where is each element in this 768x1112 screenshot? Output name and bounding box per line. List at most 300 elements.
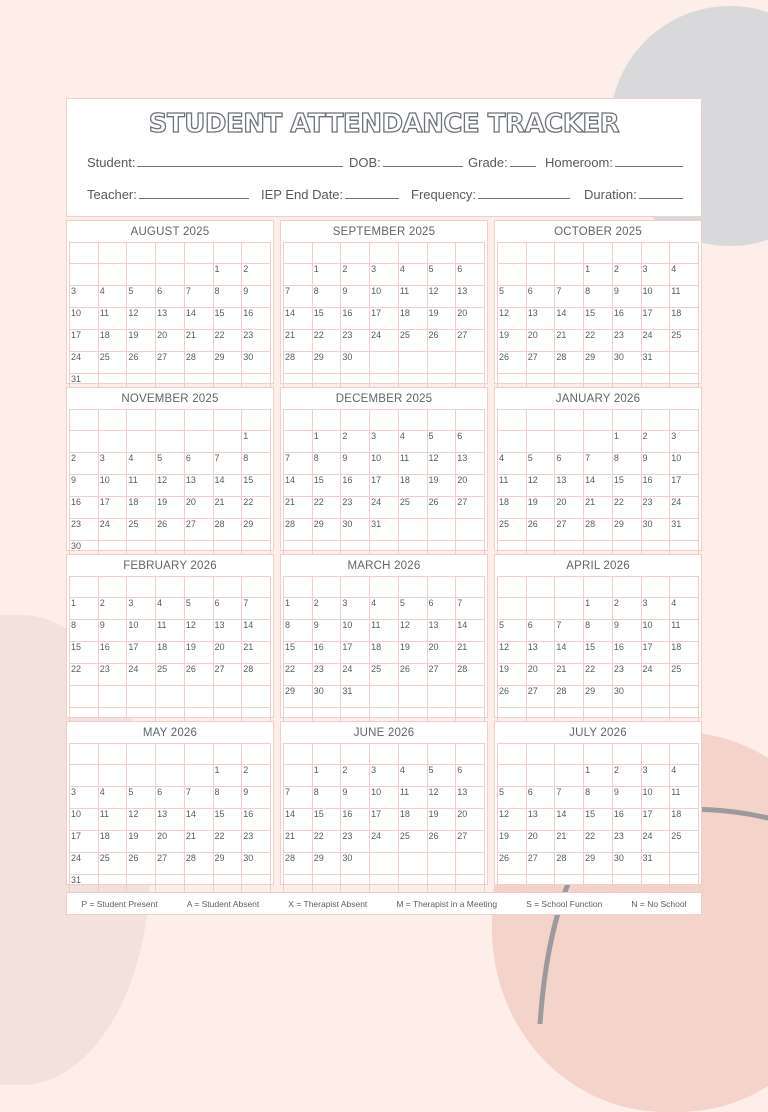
day-cell[interactable]: 23 (341, 330, 370, 352)
field-underline[interactable] (345, 185, 399, 199)
day-cell[interactable]: 28 (284, 352, 313, 374)
day-cell[interactable]: 15 (70, 642, 99, 664)
day-cell[interactable]: 28 (555, 853, 584, 875)
day-cell[interactable]: 19 (427, 308, 456, 330)
day-cell[interactable] (555, 264, 584, 286)
day-cell[interactable]: 29 (612, 519, 641, 541)
day-cell[interactable] (127, 243, 156, 264)
day-cell[interactable]: 8 (312, 787, 341, 809)
day-cell[interactable]: 21 (284, 831, 313, 853)
day-cell[interactable] (156, 686, 185, 708)
day-cell[interactable]: 2 (341, 264, 370, 286)
day-cell[interactable] (670, 410, 699, 431)
day-cell[interactable]: 24 (370, 330, 399, 352)
day-cell[interactable] (184, 410, 213, 431)
day-cell[interactable]: 26 (127, 352, 156, 374)
day-cell[interactable]: 2 (641, 431, 670, 453)
day-cell[interactable]: 13 (526, 308, 555, 330)
day-cell[interactable] (370, 410, 399, 431)
day-cell[interactable]: 17 (98, 497, 127, 519)
day-cell[interactable]: 26 (427, 831, 456, 853)
field-underline[interactable] (478, 185, 570, 199)
day-cell[interactable] (213, 410, 242, 431)
day-cell[interactable] (127, 431, 156, 453)
day-cell[interactable]: 14 (555, 308, 584, 330)
day-cell[interactable] (456, 519, 485, 541)
day-cell[interactable]: 14 (456, 620, 485, 642)
day-cell[interactable]: 27 (156, 853, 185, 875)
day-cell[interactable]: 11 (670, 286, 699, 308)
day-cell[interactable]: 1 (584, 765, 613, 787)
day-cell[interactable]: 22 (70, 664, 99, 686)
day-cell[interactable]: 14 (555, 809, 584, 831)
day-cell[interactable]: 23 (641, 497, 670, 519)
day-cell[interactable] (98, 765, 127, 787)
day-cell[interactable]: 11 (98, 809, 127, 831)
day-cell[interactable]: 16 (98, 642, 127, 664)
day-cell[interactable] (242, 410, 271, 431)
day-cell[interactable] (498, 744, 527, 765)
day-cell[interactable] (398, 410, 427, 431)
day-cell[interactable]: 25 (127, 519, 156, 541)
day-cell[interactable]: 31 (341, 686, 370, 708)
day-cell[interactable]: 18 (498, 497, 527, 519)
day-cell[interactable]: 4 (98, 286, 127, 308)
day-cell[interactable]: 9 (612, 620, 641, 642)
day-cell[interactable]: 18 (670, 809, 699, 831)
day-cell[interactable]: 21 (555, 664, 584, 686)
day-cell[interactable]: 9 (312, 620, 341, 642)
day-cell[interactable] (456, 744, 485, 765)
day-cell[interactable] (341, 410, 370, 431)
day-cell[interactable] (670, 243, 699, 264)
day-cell[interactable]: 1 (584, 598, 613, 620)
day-cell[interactable] (242, 744, 271, 765)
day-cell[interactable]: 6 (427, 598, 456, 620)
day-cell[interactable]: 10 (98, 475, 127, 497)
day-cell[interactable] (184, 264, 213, 286)
day-cell[interactable]: 7 (284, 453, 313, 475)
day-cell[interactable]: 5 (127, 286, 156, 308)
day-cell[interactable] (184, 431, 213, 453)
day-cell[interactable]: 24 (341, 664, 370, 686)
day-cell[interactable]: 16 (242, 308, 271, 330)
day-cell[interactable]: 23 (341, 497, 370, 519)
day-cell[interactable]: 25 (498, 519, 527, 541)
day-cell[interactable]: 1 (70, 598, 99, 620)
day-cell[interactable]: 15 (312, 809, 341, 831)
day-cell[interactable]: 14 (284, 475, 313, 497)
day-cell[interactable]: 16 (612, 308, 641, 330)
day-cell[interactable] (670, 744, 699, 765)
day-cell[interactable] (612, 243, 641, 264)
day-cell[interactable] (641, 410, 670, 431)
day-cell[interactable]: 3 (70, 286, 99, 308)
day-cell[interactable] (70, 264, 99, 286)
day-cell[interactable]: 12 (156, 475, 185, 497)
day-cell[interactable]: 11 (498, 475, 527, 497)
day-cell[interactable]: 26 (427, 330, 456, 352)
day-cell[interactable] (70, 410, 99, 431)
day-cell[interactable]: 1 (312, 765, 341, 787)
day-cell[interactable] (98, 686, 127, 708)
day-cell[interactable] (284, 264, 313, 286)
day-cell[interactable] (213, 243, 242, 264)
day-cell[interactable] (341, 243, 370, 264)
day-cell[interactable]: 19 (398, 642, 427, 664)
day-cell[interactable]: 25 (98, 352, 127, 374)
day-cell[interactable]: 1 (584, 264, 613, 286)
day-cell[interactable] (427, 686, 456, 708)
day-cell[interactable]: 18 (398, 475, 427, 497)
day-cell[interactable] (284, 431, 313, 453)
day-cell[interactable] (184, 686, 213, 708)
day-cell[interactable]: 16 (242, 809, 271, 831)
day-cell[interactable] (312, 744, 341, 765)
day-cell[interactable]: 6 (456, 431, 485, 453)
day-cell[interactable]: 23 (242, 330, 271, 352)
day-cell[interactable]: 22 (242, 497, 271, 519)
day-cell[interactable]: 21 (456, 642, 485, 664)
day-cell[interactable] (284, 577, 313, 598)
day-cell[interactable] (456, 686, 485, 708)
day-cell[interactable]: 21 (184, 330, 213, 352)
day-cell[interactable] (370, 352, 399, 374)
day-cell[interactable]: 30 (612, 853, 641, 875)
day-cell[interactable]: 30 (341, 352, 370, 374)
day-cell[interactable]: 15 (584, 642, 613, 664)
day-cell[interactable] (70, 765, 99, 787)
day-cell[interactable]: 10 (641, 787, 670, 809)
day-cell[interactable] (242, 577, 271, 598)
day-cell[interactable]: 15 (213, 809, 242, 831)
day-cell[interactable] (284, 243, 313, 264)
day-cell[interactable] (184, 765, 213, 787)
day-cell[interactable]: 20 (526, 330, 555, 352)
day-cell[interactable]: 22 (284, 664, 313, 686)
day-cell[interactable]: 13 (555, 475, 584, 497)
day-cell[interactable] (612, 577, 641, 598)
day-cell[interactable]: 5 (427, 431, 456, 453)
day-cell[interactable]: 30 (242, 853, 271, 875)
day-cell[interactable]: 23 (612, 330, 641, 352)
day-cell[interactable]: 7 (284, 286, 313, 308)
day-cell[interactable]: 22 (312, 831, 341, 853)
day-cell[interactable]: 7 (584, 453, 613, 475)
row1-field-1[interactable] (349, 153, 463, 170)
day-cell[interactable]: 21 (555, 330, 584, 352)
day-cell[interactable]: 20 (456, 308, 485, 330)
day-cell[interactable]: 12 (127, 809, 156, 831)
day-cell[interactable]: 11 (670, 787, 699, 809)
day-cell[interactable] (127, 577, 156, 598)
day-cell[interactable] (213, 577, 242, 598)
row2-field-2[interactable] (411, 185, 570, 202)
day-cell[interactable]: 29 (312, 352, 341, 374)
day-cell[interactable]: 8 (242, 453, 271, 475)
day-cell[interactable] (498, 410, 527, 431)
day-cell[interactable]: 6 (526, 286, 555, 308)
row2-field-0[interactable] (87, 185, 249, 202)
day-cell[interactable]: 21 (284, 497, 313, 519)
day-cell[interactable] (584, 410, 613, 431)
day-cell[interactable]: 23 (242, 831, 271, 853)
day-cell[interactable]: 3 (127, 598, 156, 620)
field-underline[interactable] (510, 153, 536, 167)
day-cell[interactable]: 19 (526, 497, 555, 519)
day-cell[interactable]: 19 (127, 330, 156, 352)
day-cell[interactable]: 20 (526, 664, 555, 686)
day-cell[interactable]: 20 (456, 809, 485, 831)
day-cell[interactable]: 17 (127, 642, 156, 664)
day-cell[interactable] (284, 744, 313, 765)
day-cell[interactable]: 24 (670, 497, 699, 519)
day-cell[interactable]: 19 (427, 475, 456, 497)
day-cell[interactable]: 3 (341, 598, 370, 620)
day-cell[interactable] (526, 264, 555, 286)
day-cell[interactable]: 22 (213, 330, 242, 352)
day-cell[interactable]: 24 (370, 831, 399, 853)
day-cell[interactable]: 22 (612, 497, 641, 519)
day-cell[interactable]: 1 (284, 598, 313, 620)
day-cell[interactable]: 31 (670, 519, 699, 541)
day-cell[interactable]: 2 (70, 453, 99, 475)
day-cell[interactable] (398, 352, 427, 374)
day-cell[interactable]: 30 (312, 686, 341, 708)
row2-field-3[interactable] (584, 185, 683, 202)
day-cell[interactable]: 4 (127, 453, 156, 475)
day-cell[interactable]: 6 (184, 453, 213, 475)
day-cell[interactable]: 11 (370, 620, 399, 642)
day-cell[interactable] (612, 410, 641, 431)
day-cell[interactable]: 16 (341, 809, 370, 831)
day-cell[interactable]: 3 (98, 453, 127, 475)
day-cell[interactable]: 20 (156, 330, 185, 352)
day-cell[interactable]: 22 (312, 497, 341, 519)
day-cell[interactable]: 7 (284, 787, 313, 809)
day-cell[interactable]: 29 (584, 853, 613, 875)
day-cell[interactable]: 5 (184, 598, 213, 620)
day-cell[interactable]: 25 (398, 330, 427, 352)
day-cell[interactable]: 12 (526, 475, 555, 497)
day-cell[interactable]: 26 (156, 519, 185, 541)
day-cell[interactable]: 17 (370, 809, 399, 831)
day-cell[interactable]: 12 (427, 787, 456, 809)
day-cell[interactable]: 22 (312, 330, 341, 352)
day-cell[interactable]: 15 (612, 475, 641, 497)
day-cell[interactable]: 7 (242, 598, 271, 620)
day-cell[interactable]: 24 (641, 831, 670, 853)
day-cell[interactable]: 3 (370, 264, 399, 286)
day-cell[interactable]: 26 (427, 497, 456, 519)
day-cell[interactable]: 17 (641, 308, 670, 330)
day-cell[interactable]: 20 (213, 642, 242, 664)
day-cell[interactable] (427, 352, 456, 374)
day-cell[interactable]: 10 (127, 620, 156, 642)
day-cell[interactable]: 26 (184, 664, 213, 686)
day-cell[interactable]: 5 (127, 787, 156, 809)
day-cell[interactable]: 19 (498, 664, 527, 686)
day-cell[interactable]: 31 (641, 853, 670, 875)
day-cell[interactable] (312, 243, 341, 264)
day-cell[interactable]: 2 (612, 264, 641, 286)
day-cell[interactable]: 20 (526, 831, 555, 853)
day-cell[interactable]: 18 (370, 642, 399, 664)
day-cell[interactable]: 26 (127, 853, 156, 875)
day-cell[interactable]: 1 (312, 431, 341, 453)
day-cell[interactable]: 29 (312, 853, 341, 875)
day-cell[interactable] (398, 686, 427, 708)
day-cell[interactable] (398, 577, 427, 598)
day-cell[interactable] (526, 243, 555, 264)
day-cell[interactable]: 3 (641, 598, 670, 620)
field-underline[interactable] (639, 185, 683, 199)
day-cell[interactable] (555, 243, 584, 264)
day-cell[interactable]: 29 (284, 686, 313, 708)
day-cell[interactable]: 25 (398, 497, 427, 519)
day-cell[interactable]: 14 (284, 308, 313, 330)
day-cell[interactable]: 1 (312, 264, 341, 286)
day-cell[interactable]: 25 (670, 831, 699, 853)
day-cell[interactable] (584, 243, 613, 264)
day-cell[interactable]: 22 (213, 831, 242, 853)
day-cell[interactable] (456, 853, 485, 875)
day-cell[interactable]: 9 (70, 475, 99, 497)
field-underline[interactable] (615, 153, 683, 167)
day-cell[interactable]: 4 (670, 765, 699, 787)
day-cell[interactable] (456, 243, 485, 264)
day-cell[interactable]: 30 (341, 519, 370, 541)
day-cell[interactable] (156, 765, 185, 787)
day-cell[interactable] (398, 243, 427, 264)
day-cell[interactable] (98, 744, 127, 765)
day-cell[interactable]: 9 (341, 787, 370, 809)
day-cell[interactable] (526, 765, 555, 787)
day-cell[interactable]: 25 (156, 664, 185, 686)
day-cell[interactable]: 24 (70, 352, 99, 374)
day-cell[interactable]: 30 (242, 352, 271, 374)
day-cell[interactable] (427, 853, 456, 875)
day-cell[interactable] (398, 744, 427, 765)
day-cell[interactable]: 12 (127, 308, 156, 330)
day-cell[interactable]: 21 (184, 831, 213, 853)
day-cell[interactable] (213, 686, 242, 708)
day-cell[interactable] (156, 577, 185, 598)
day-cell[interactable] (156, 410, 185, 431)
day-cell[interactable]: 12 (498, 642, 527, 664)
day-cell[interactable]: 12 (398, 620, 427, 642)
day-cell[interactable] (184, 243, 213, 264)
day-cell[interactable] (284, 765, 313, 787)
day-cell[interactable]: 4 (156, 598, 185, 620)
day-cell[interactable]: 20 (184, 497, 213, 519)
day-cell[interactable]: 21 (584, 497, 613, 519)
day-cell[interactable]: 15 (584, 809, 613, 831)
day-cell[interactable]: 7 (555, 787, 584, 809)
day-cell[interactable]: 7 (456, 598, 485, 620)
day-cell[interactable]: 16 (341, 475, 370, 497)
day-cell[interactable]: 27 (456, 330, 485, 352)
day-cell[interactable] (670, 686, 699, 708)
day-cell[interactable]: 10 (341, 620, 370, 642)
day-cell[interactable]: 16 (341, 308, 370, 330)
day-cell[interactable]: 26 (498, 352, 527, 374)
day-cell[interactable]: 19 (498, 831, 527, 853)
day-cell[interactable] (156, 744, 185, 765)
day-cell[interactable]: 24 (370, 497, 399, 519)
day-cell[interactable]: 8 (70, 620, 99, 642)
day-cell[interactable]: 13 (427, 620, 456, 642)
day-cell[interactable]: 17 (670, 475, 699, 497)
day-cell[interactable]: 29 (584, 686, 613, 708)
day-cell[interactable] (498, 431, 527, 453)
day-cell[interactable]: 19 (427, 809, 456, 831)
day-cell[interactable]: 5 (498, 620, 527, 642)
day-cell[interactable]: 19 (184, 642, 213, 664)
day-cell[interactable]: 23 (612, 831, 641, 853)
day-cell[interactable]: 28 (242, 664, 271, 686)
day-cell[interactable]: 25 (670, 664, 699, 686)
day-cell[interactable]: 9 (612, 286, 641, 308)
day-cell[interactable]: 29 (213, 352, 242, 374)
day-cell[interactable] (341, 744, 370, 765)
day-cell[interactable]: 12 (498, 308, 527, 330)
row1-field-2[interactable] (468, 153, 536, 170)
day-cell[interactable]: 27 (427, 664, 456, 686)
day-cell[interactable] (584, 744, 613, 765)
day-cell[interactable] (641, 243, 670, 264)
day-cell[interactable]: 6 (456, 765, 485, 787)
day-cell[interactable] (370, 243, 399, 264)
day-cell[interactable]: 23 (341, 831, 370, 853)
day-cell[interactable]: 21 (242, 642, 271, 664)
day-cell[interactable]: 4 (398, 264, 427, 286)
day-cell[interactable]: 18 (127, 497, 156, 519)
day-cell[interactable]: 17 (370, 475, 399, 497)
day-cell[interactable]: 11 (670, 620, 699, 642)
day-cell[interactable] (98, 243, 127, 264)
day-cell[interactable] (498, 264, 527, 286)
day-cell[interactable] (312, 410, 341, 431)
day-cell[interactable]: 8 (584, 787, 613, 809)
day-cell[interactable] (98, 264, 127, 286)
day-cell[interactable]: 2 (242, 765, 271, 787)
day-cell[interactable]: 17 (370, 308, 399, 330)
day-cell[interactable]: 13 (526, 809, 555, 831)
day-cell[interactable]: 16 (641, 475, 670, 497)
day-cell[interactable]: 23 (612, 664, 641, 686)
day-cell[interactable]: 8 (284, 620, 313, 642)
day-cell[interactable]: 4 (398, 431, 427, 453)
day-cell[interactable]: 19 (127, 831, 156, 853)
day-cell[interactable]: 30 (641, 519, 670, 541)
day-cell[interactable] (456, 577, 485, 598)
day-cell[interactable] (156, 243, 185, 264)
day-cell[interactable]: 8 (612, 453, 641, 475)
day-cell[interactable]: 8 (312, 453, 341, 475)
day-cell[interactable] (555, 431, 584, 453)
day-cell[interactable]: 20 (156, 831, 185, 853)
day-cell[interactable] (498, 765, 527, 787)
day-cell[interactable] (555, 577, 584, 598)
day-cell[interactable]: 29 (242, 519, 271, 541)
day-cell[interactable]: 12 (427, 286, 456, 308)
day-cell[interactable]: 20 (555, 497, 584, 519)
day-cell[interactable] (370, 853, 399, 875)
day-cell[interactable]: 1 (242, 431, 271, 453)
day-cell[interactable]: 29 (213, 853, 242, 875)
day-cell[interactable]: 9 (641, 453, 670, 475)
